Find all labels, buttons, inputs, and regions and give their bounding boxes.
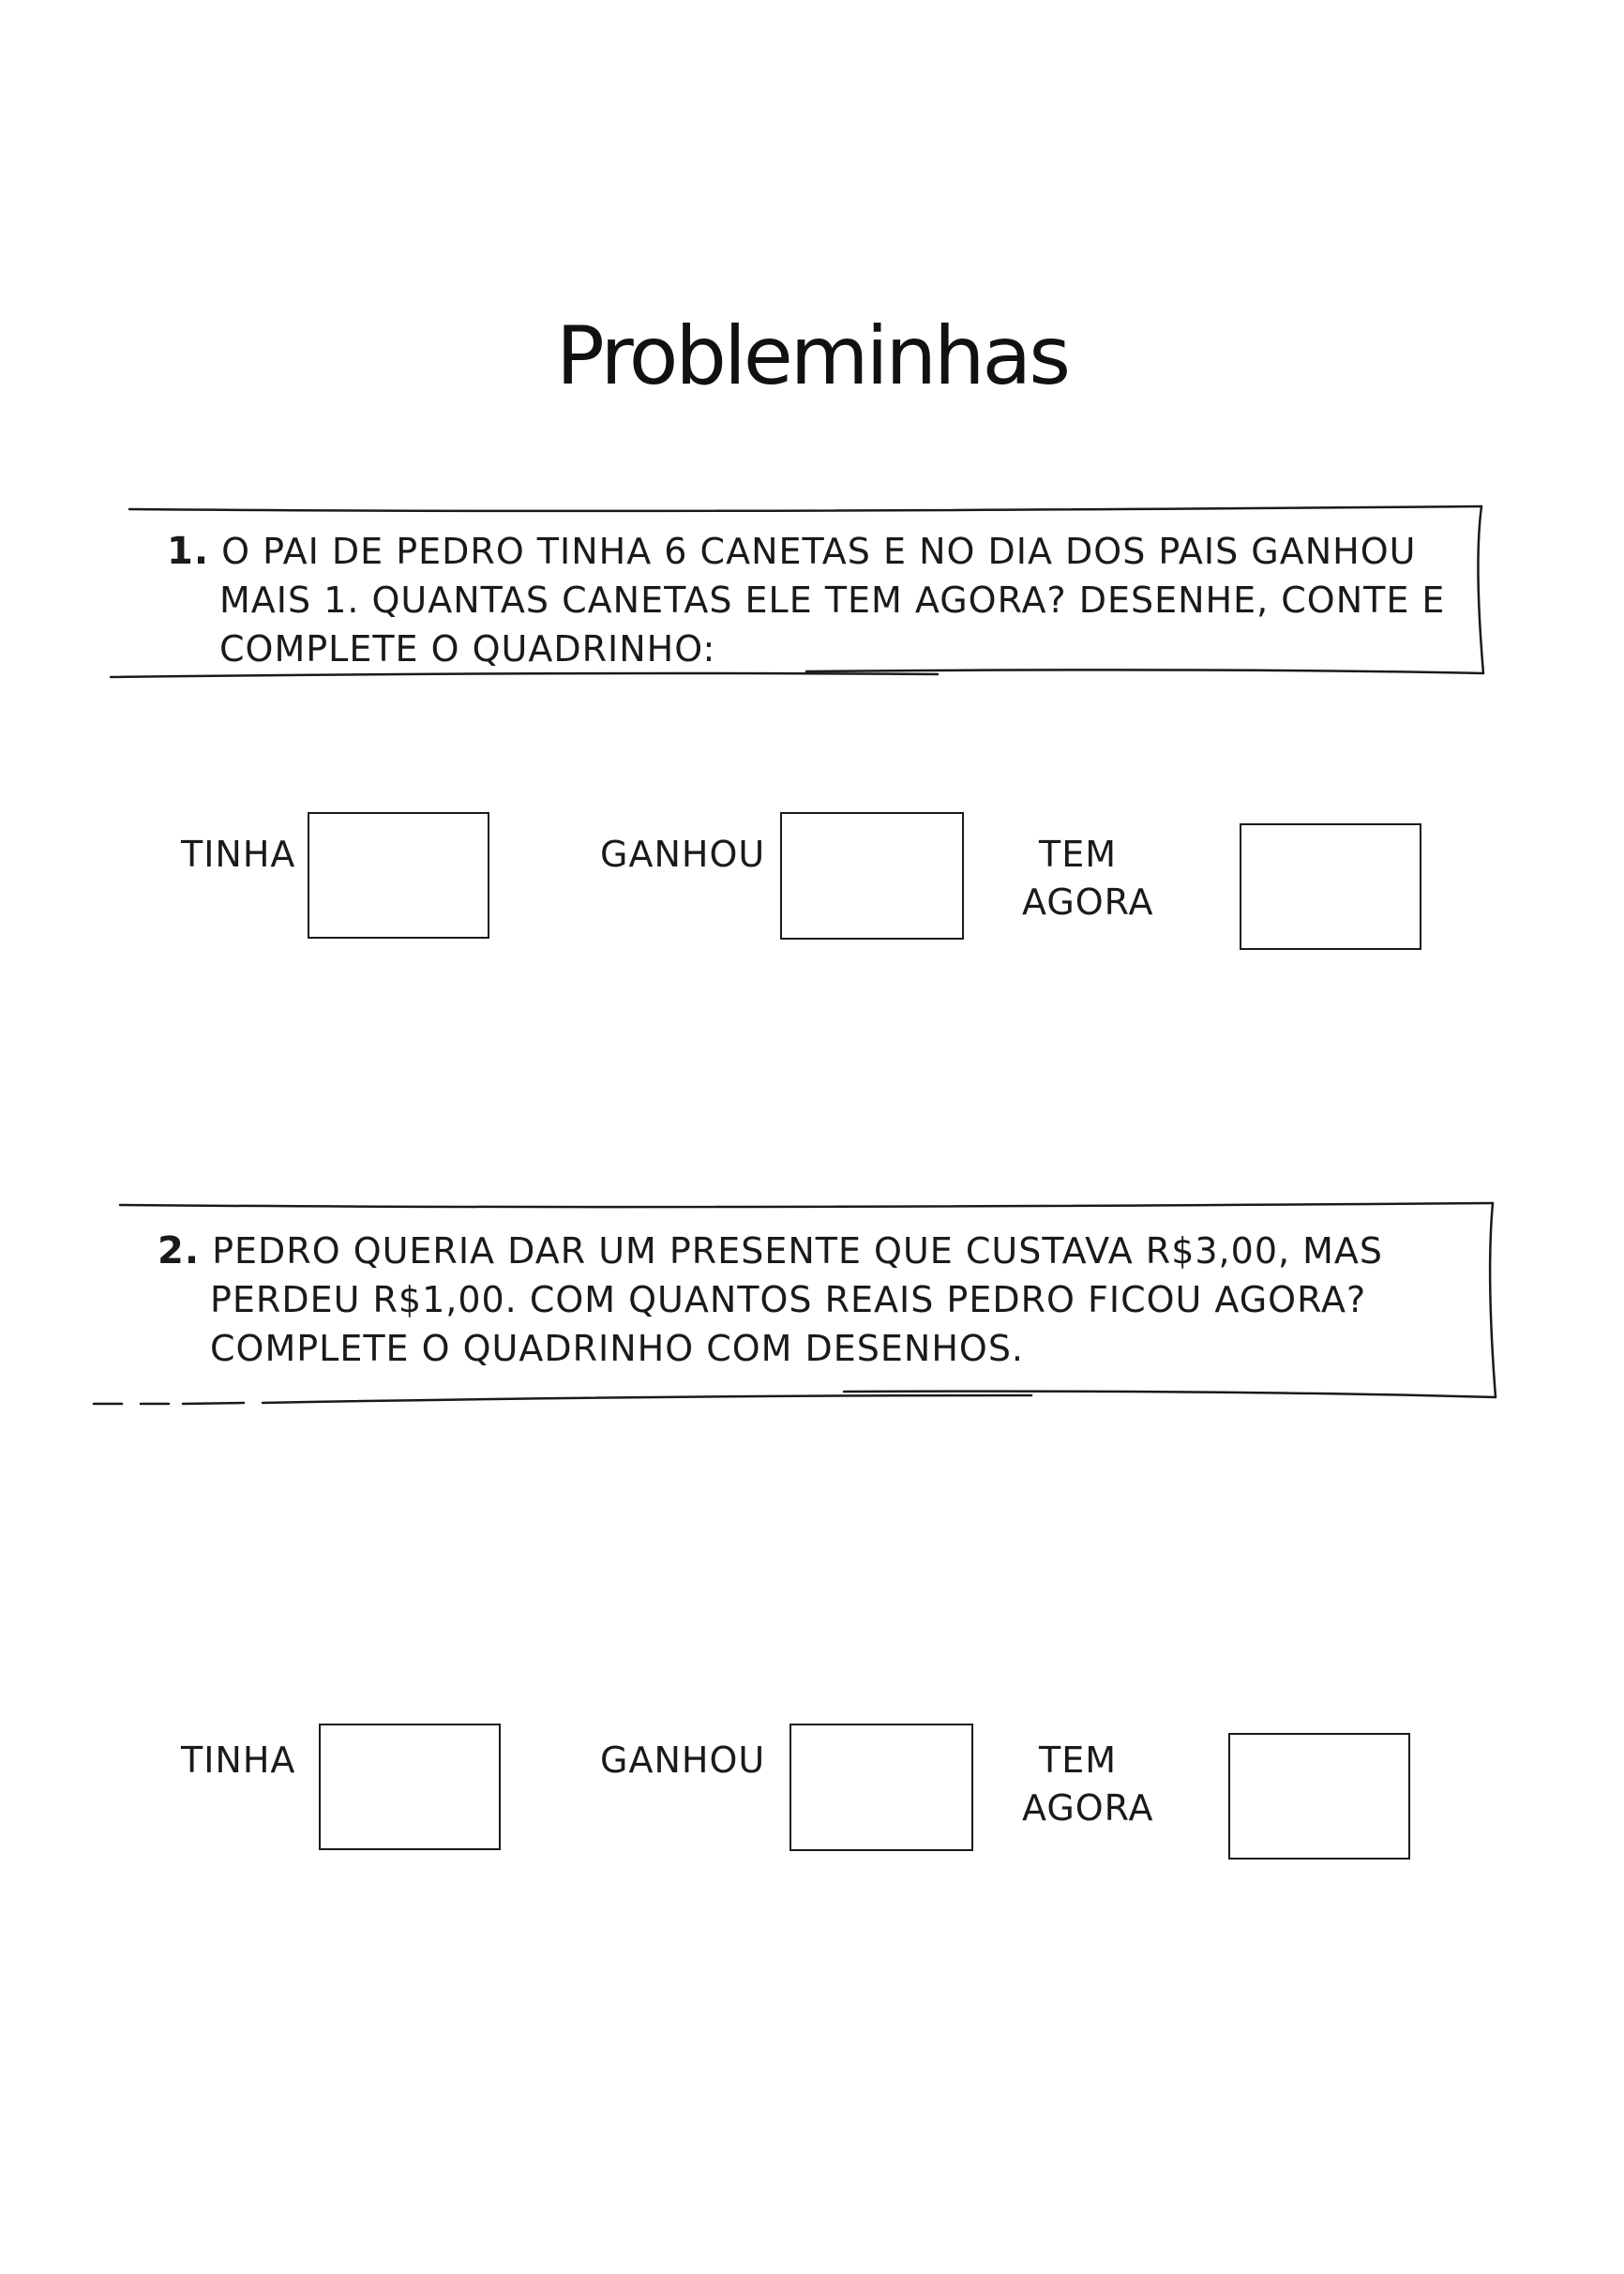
problem-2-number: 2. <box>158 1229 201 1273</box>
problem-1-ganhou-box[interactable] <box>780 812 964 940</box>
problem-1-agora-label: AGORA <box>1022 881 1154 923</box>
banner-1-bottom-line <box>111 673 938 677</box>
page-title: Probleminhas <box>555 309 1068 403</box>
problem-1-tinha-box[interactable] <box>308 812 489 939</box>
problem-1-line-3: COMPLETE O QUADRINHO: <box>219 628 716 670</box>
problem-2-line-1 <box>158 1227 1383 1275</box>
problem-1-text <box>167 527 1445 673</box>
banner-2-bottom-line-2 <box>844 1392 1496 1397</box>
problem-1-line-1 <box>167 527 1445 576</box>
problem-1-tem-agora-box[interactable] <box>1240 823 1421 950</box>
problem-2-tinha-box[interactable] <box>319 1724 501 1850</box>
problem-1-ganhou-label: GANHOU <box>600 834 766 875</box>
banner-2-bottom-line <box>94 1395 1031 1404</box>
problem-2-agora-label: AGORA <box>1022 1787 1154 1829</box>
problem-2-line-1-text: PEDRO QUERIA DAR UM PRESENTE QUE CUSTAVA R$3,00, MAS <box>212 1230 1384 1272</box>
problem-2-ganhou-box[interactable] <box>789 1724 973 1851</box>
problem-2-tem-agora-box[interactable] <box>1228 1733 1410 1860</box>
banner-2-top-line <box>120 1203 1493 1207</box>
problem-1-line-2: MAIS 1. QUANTAS CANETAS ELE TEM AGORA? DESENHE, CONTE E <box>219 580 1446 621</box>
problem-1-tem-label: TEM <box>1039 834 1118 875</box>
banner-2-right-line <box>1490 1203 1496 1397</box>
problem-2-line-3: COMPLETE O QUADRINHO COM DESENHOS. <box>210 1328 1025 1369</box>
problem-2-tem-label: TEM <box>1039 1739 1118 1781</box>
problem-2-ganhou-label: GANHOU <box>600 1739 766 1781</box>
problem-1-tinha-label: TINHA <box>181 834 296 875</box>
banner-1-top-line <box>129 506 1481 511</box>
problem-2-line-2: PERDEU R$1,00. COM QUANTOS REAIS PEDRO FICOU AGORA? <box>210 1279 1367 1320</box>
problem-1-line-1-text: O PAI DE PEDRO TINHA 6 CANETAS E NO DIA DOS PAIS GANHOU <box>221 531 1417 572</box>
problem-1-number: 1. <box>167 530 210 573</box>
problem-2-tinha-label: TINHA <box>181 1739 296 1781</box>
banner-1-right-line <box>1478 506 1483 673</box>
problem-2-text <box>158 1227 1383 1373</box>
